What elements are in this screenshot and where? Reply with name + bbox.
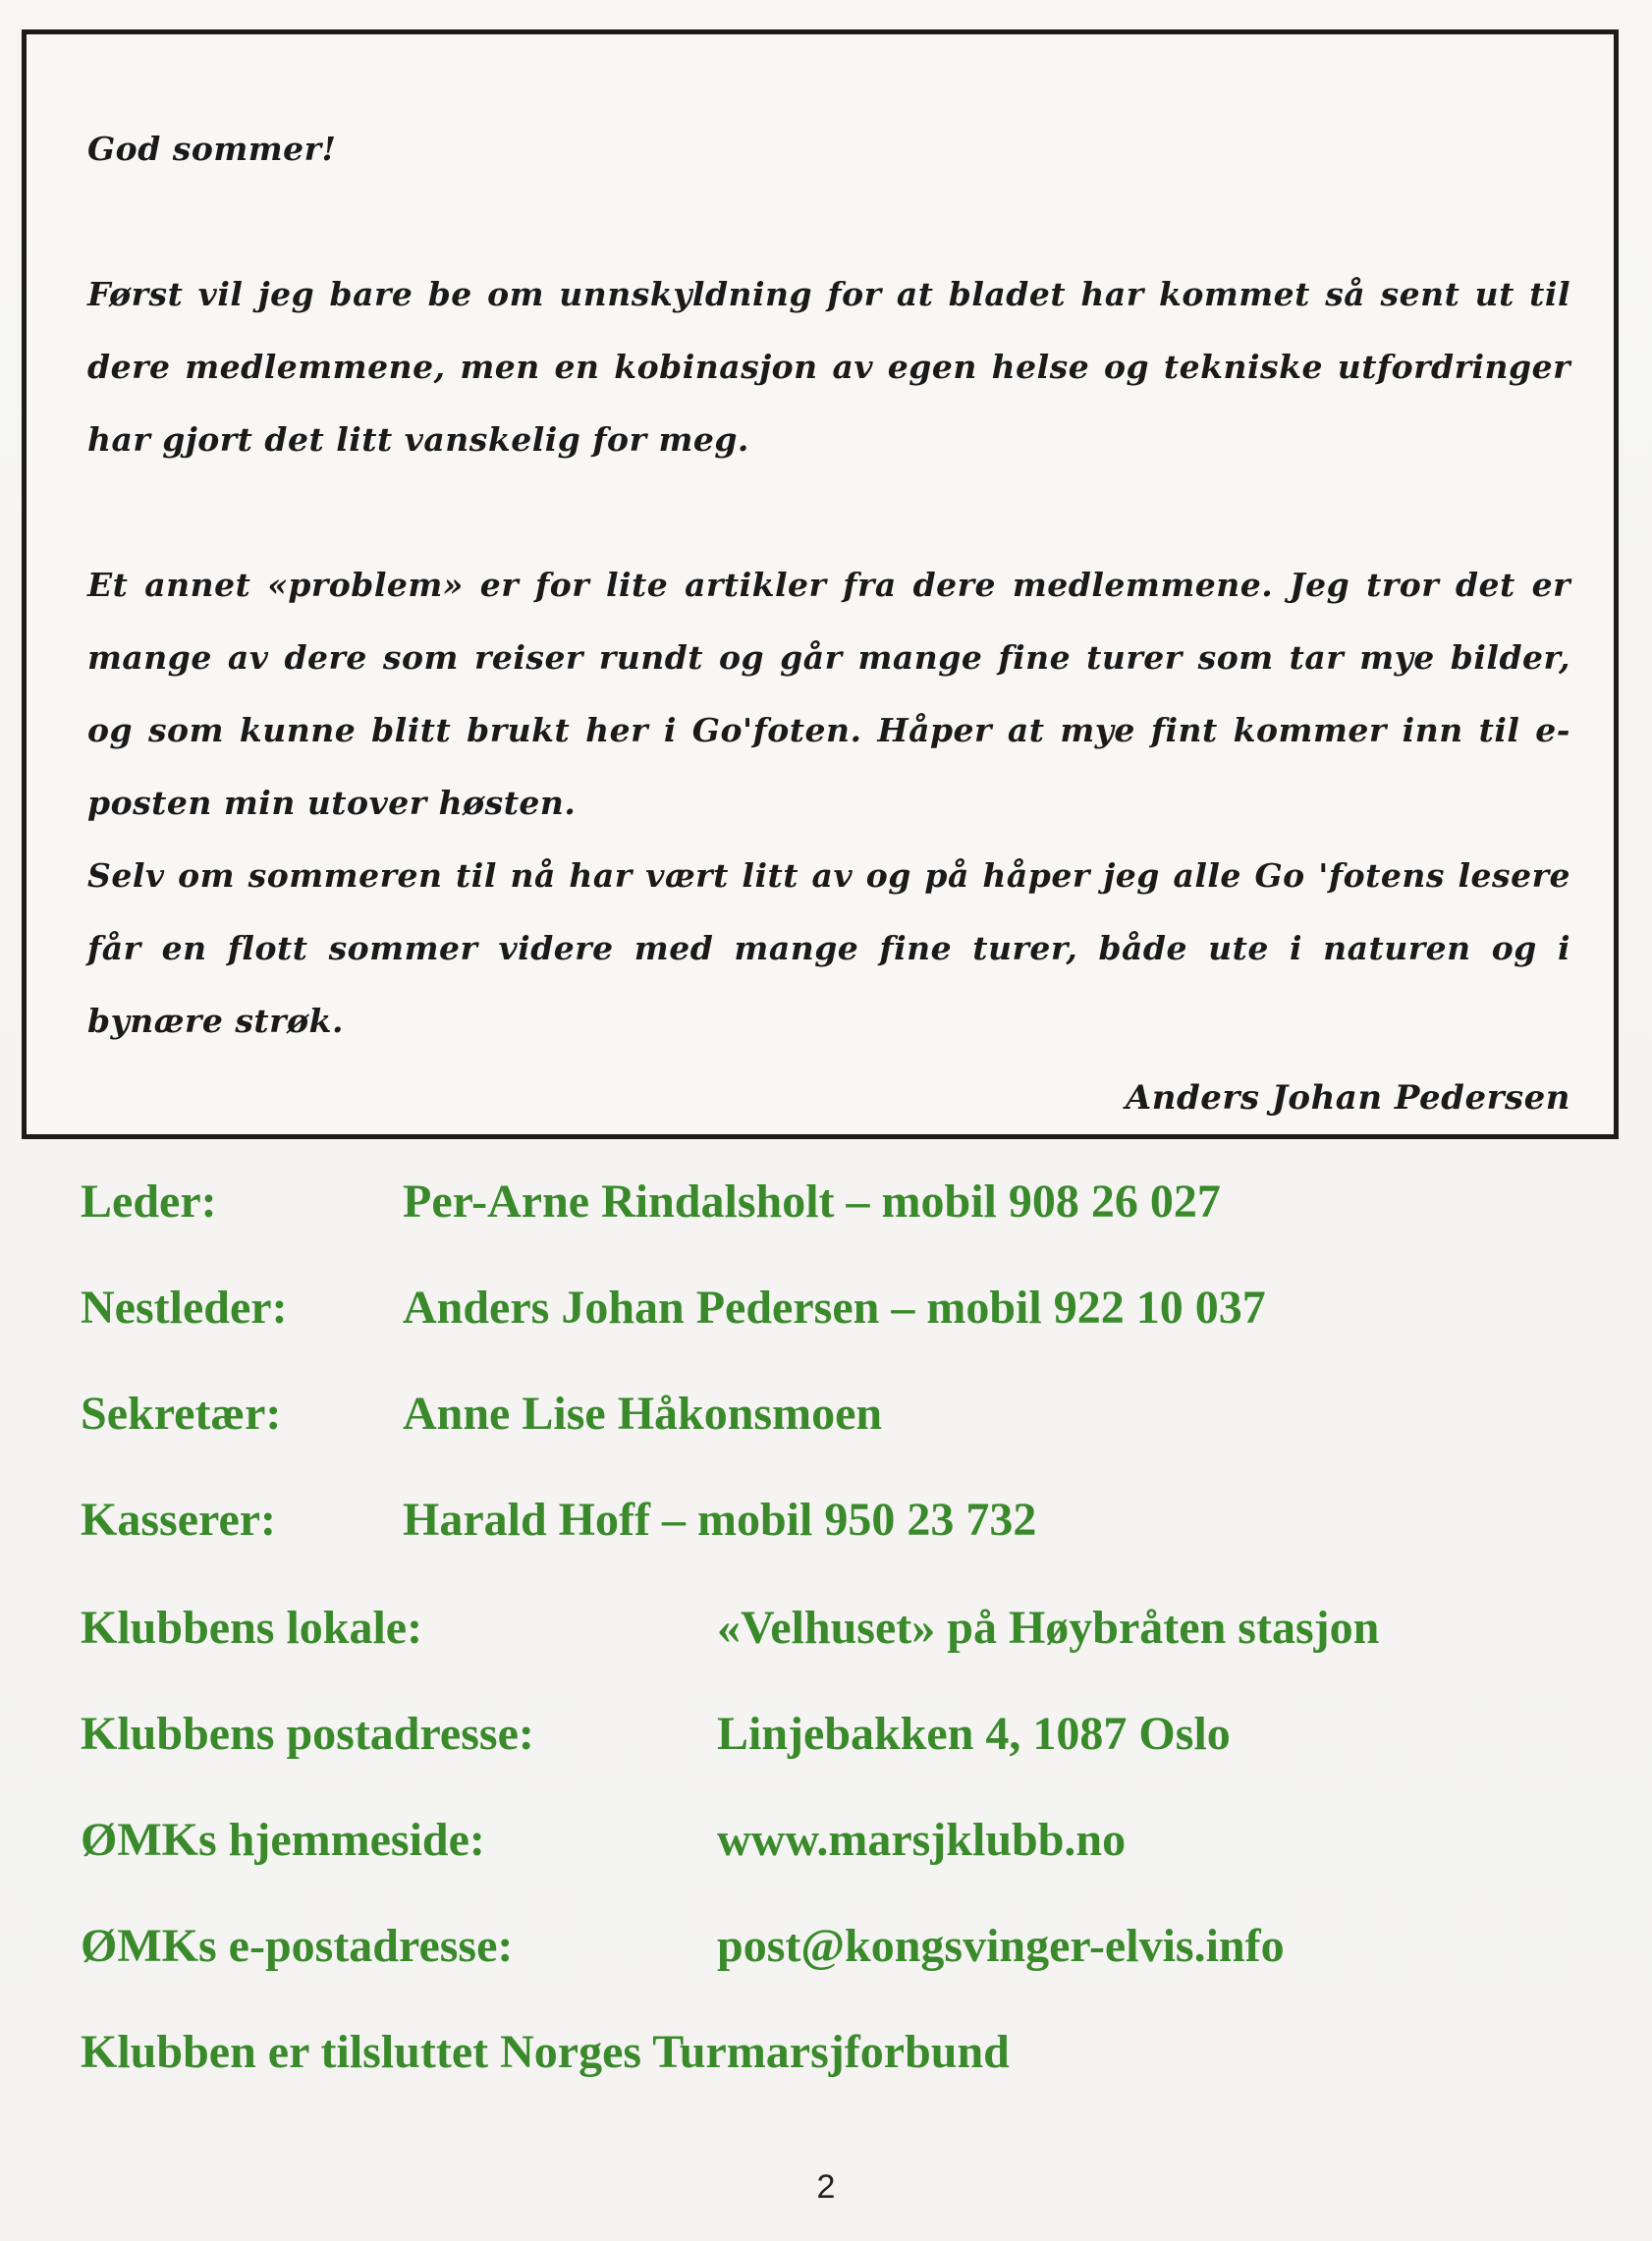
- club-info-value: Linjebakken 4, 1087 Oslo: [717, 1708, 1231, 1760]
- contact-value: Anne Lise Håkonsmoen: [403, 1388, 883, 1440]
- contact-label: Sekretær:: [81, 1388, 282, 1440]
- contact-row-nestleder: [81, 1281, 1613, 1339]
- contact-row-kasserer: [81, 1493, 1613, 1552]
- club-info-value: «Velhuset» på Høybråten stasjon: [717, 1602, 1380, 1654]
- contact-label: Leder:: [81, 1175, 217, 1228]
- letter-greeting: God sommer!: [87, 130, 337, 168]
- contact-row-sekretaer: [81, 1387, 1613, 1446]
- contact-row-leder: [81, 1175, 1613, 1233]
- club-info-label: Klubbens postadresse:: [81, 1708, 534, 1760]
- letter-signature: Anders Johan Pedersen: [1125, 1078, 1570, 1118]
- contact-value: Harald Hoff – mobil 950 23 732: [403, 1494, 1037, 1546]
- website-link[interactable]: www.marsjklubb.no: [717, 1814, 1127, 1866]
- contact-value: Per-Arne Rindalsholt – mobil 908 26 027: [403, 1175, 1221, 1228]
- letter-paragraph-2: Et annet «problem» er for lite artikler fra dere medlemmene. Jeg tror det er mange av dere som reiser rundt og går mange fine turer som tar mye bilder, og som kunne blitt brukt her i Go'foten. Håper at mye fint kommer inn til e-posten min utover høsten.: [87, 566, 1570, 822]
- club-info-row-lokale: [81, 1601, 1613, 1660]
- club-info-row-hjemmeside: [81, 1813, 1613, 1872]
- contact-value: Anders Johan Pedersen – mobil 922 10 037: [403, 1282, 1266, 1334]
- page-number: 2: [816, 2168, 836, 2206]
- letter-body: [87, 113, 1570, 1134]
- affiliation-note: Klubben er tilsluttet Norges Turmarsjforbund: [81, 2026, 1010, 2078]
- club-info-label: ØMKs e-postadresse:: [81, 1920, 514, 1972]
- club-info-label: Klubbens lokale:: [81, 1602, 423, 1654]
- contact-label: Kasserer:: [81, 1494, 277, 1546]
- club-info-row-postadresse: [81, 1707, 1613, 1766]
- email-link[interactable]: post@kongsvinger-elvis.info: [717, 1920, 1285, 1972]
- letter-paragraph-3: Selv om sommeren til nå har vært litt av og på håper jeg alle Go 'fotens lesere får en flott sommer videre med mange fine turer, både ute i naturen og i bynære strøk.: [87, 856, 1570, 1040]
- club-info-row-epost: [81, 1919, 1613, 1978]
- letter-box: [22, 29, 1619, 1139]
- club-info-label: ØMKs hjemmeside:: [81, 1814, 485, 1866]
- letter-paragraph-1: Først vil jeg bare be om unnskyldning for at bladet har kommet så sent ut til dere medlemmene, men en kobinasjon av egen helse og tekniske utfordringer har gjort det litt vanskelig for meg.: [87, 275, 1570, 459]
- contact-label: Nestleder:: [81, 1282, 288, 1334]
